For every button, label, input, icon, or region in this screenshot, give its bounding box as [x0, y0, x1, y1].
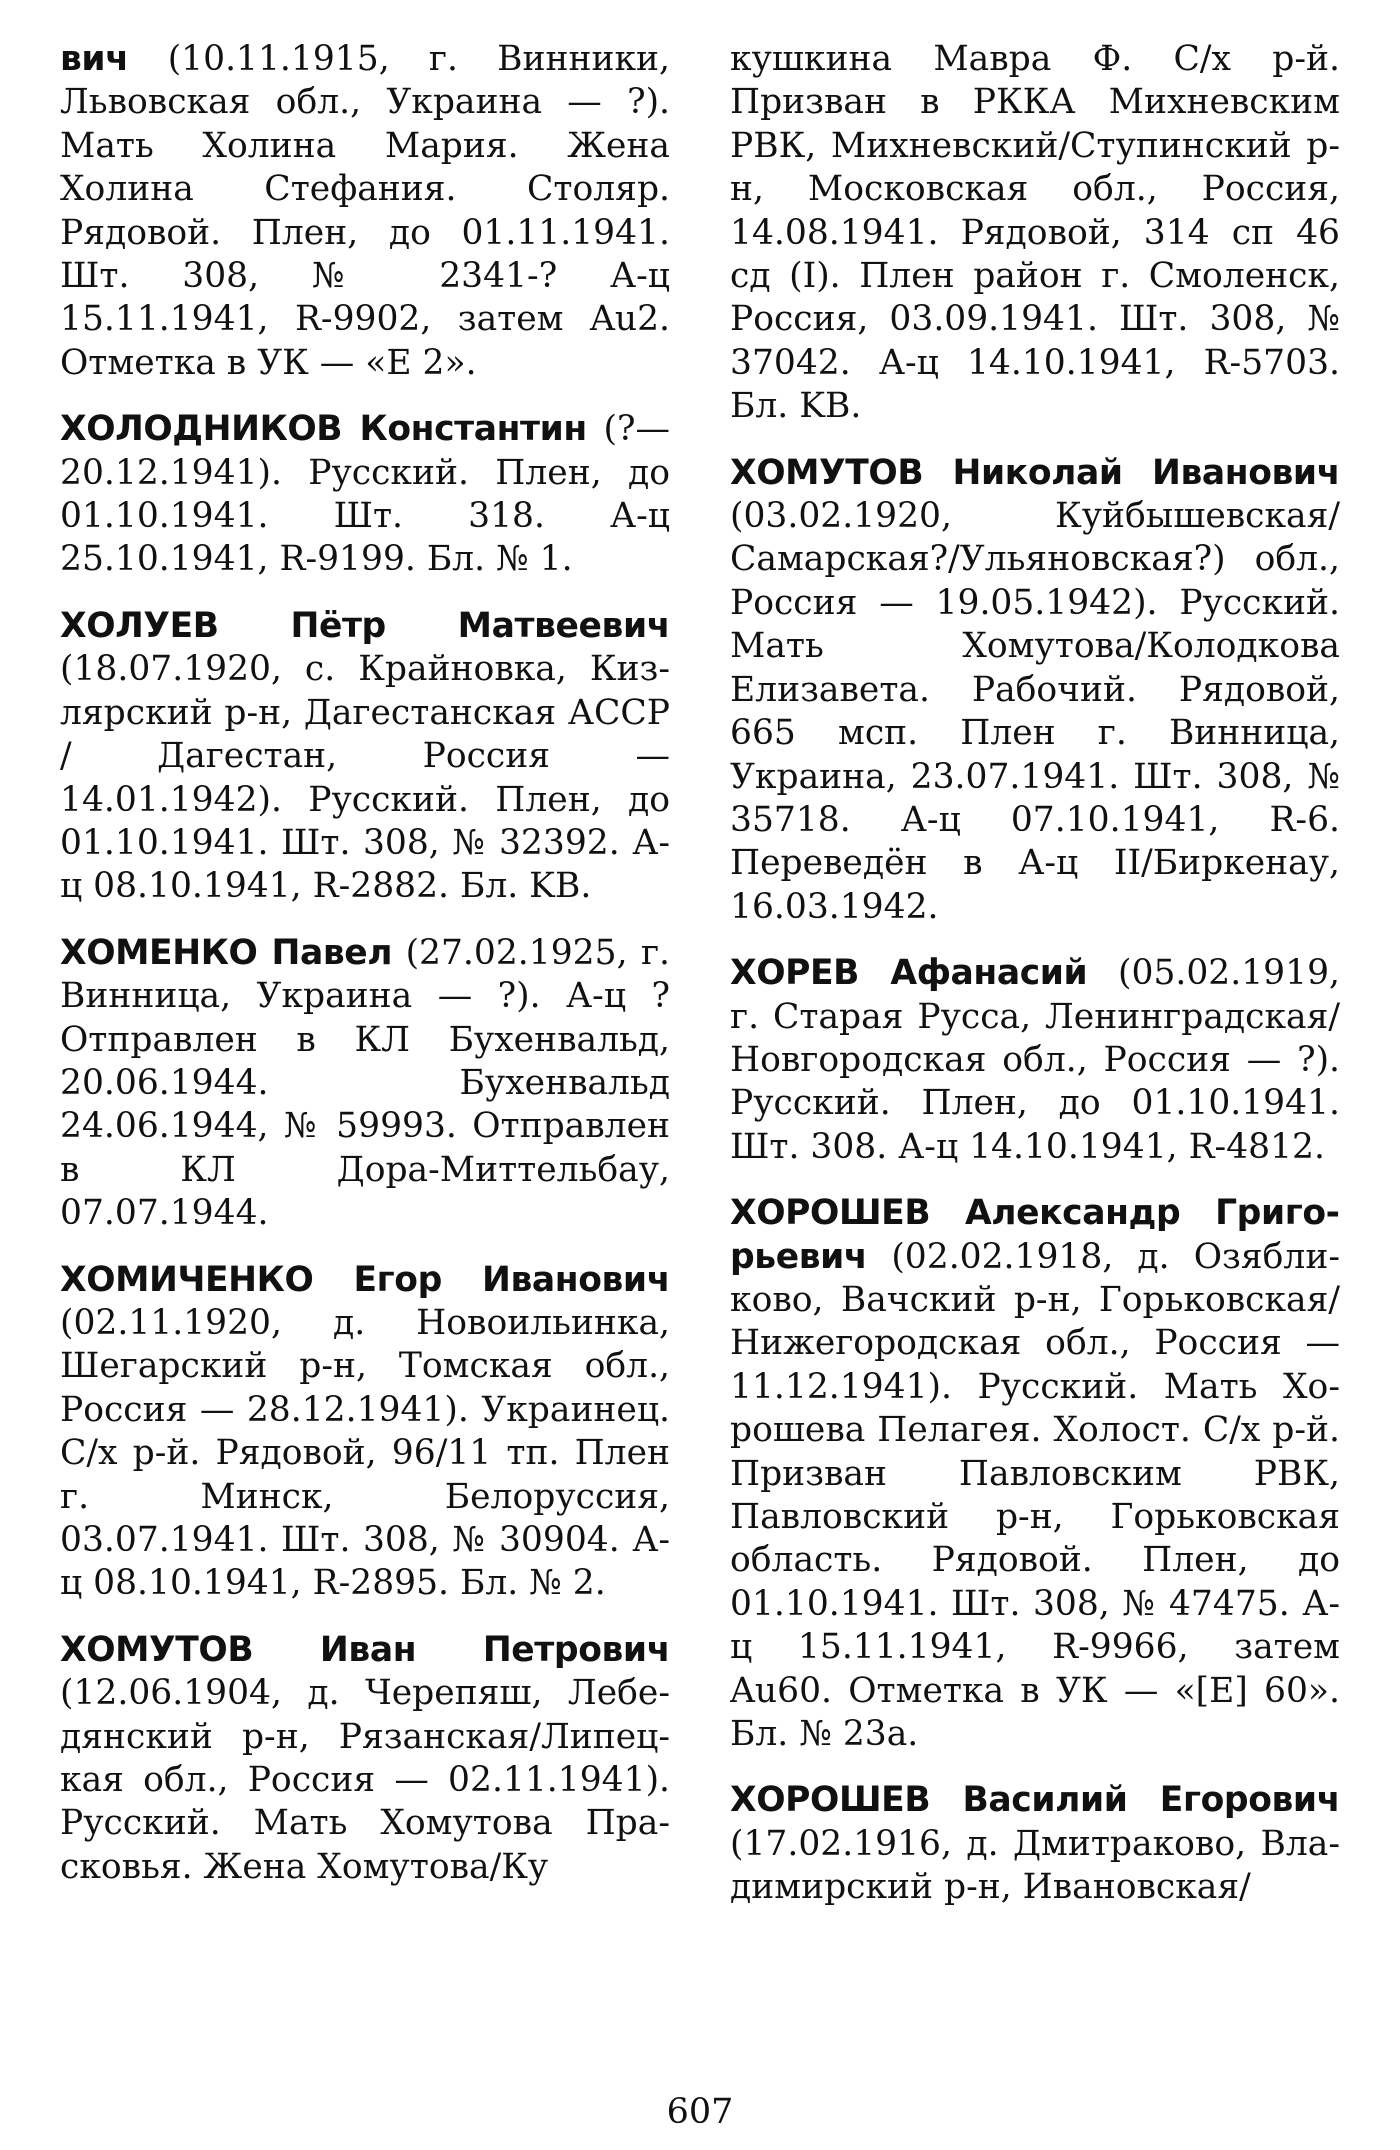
entry [730, 1192, 1340, 1756]
entry-text: (10.11.1915, г. Винники, Львовская обл., Украина — ?). Мать Холина Мария. Жена Холина Стефания. Столяр. Рядовой. Плен, до 01.11.1941. Шт. 308, № 2341-? А-ц 15.11.1941, R-9902, затем Au2. Отметка в УК — «Е 2». [60, 39, 670, 383]
entry-name: ХОЛОДНИКОВ Константин [60, 409, 587, 450]
entry-name: ХОРОШЕВ Василий Егорович [730, 1780, 1340, 1821]
entry-text: кушкина Мавра Ф. С/х р-й. Призван в РККА Михневским РВК, Михневский/Ступинский р-н, Московская обл., Россия, 14.08.1941. Рядовой, 314 сп 46 сд (I). Плен район г. Смоленск, Россия, 03.09.1941. Шт. 308, № 37042. А-ц 14.10.1941, R-5703. Бл. KB. [730, 39, 1340, 427]
entry-text: (17.02.1916, д. Дмитраково, Владимирский р-н, Ивановская/ [730, 1823, 1340, 1908]
entry-text: (02.11.1920, д. Новоильинка, Шегарский р-н, Томская обл., Россия — 28.12.1941). Украинец. С/х р-й. Рядовой, 96/11 тп. Плен г. Минск, Белоруссия, 03.07.1941. Шт. 308, № 30904. А-ц 08.10.1941, R-2895. Бл. № 2. [60, 1302, 670, 1604]
entry-name: ХОЛУЕВ Пётр Матвеевич [60, 605, 670, 646]
entry-text: (?—20.12.1941). Русский. Плен, до 01.10.1941. Шт. 318. А-ц 25.10.1941, R-9199. Бл. № 1. [60, 409, 670, 580]
entry [60, 1629, 670, 1889]
entry-text: (18.07.1920, с. Крайновка, Кизлярский р-н, Дагестанская АССР / Дагестан, Россия — 14.01.1942). Русский. Плен, до 01.10.1941. Шт. 308, № 32392. А-ц 08.10.1941, R-2882. Бл. KB. [60, 649, 670, 907]
page-number: 607 [666, 2092, 734, 2132]
entry-name: ХОМЕНКО Павел [60, 932, 393, 973]
entry [60, 605, 670, 909]
entry-text: (03.02.1920, Куйбышевская/Самарская?/Ульяновская?) обл., Россия — 19.05.1942). Русский. Мать Хомутова/Колодкова Елизавета. Рабочий. Рядовой, 665 мсп. Плен г. Винница, Украина, 23.07.1941. Шт. 308, № 35718. А-ц 07.10.1941, R-6. Переведён в А-ц II/Биркeнау, 16.03.1942. [730, 496, 1340, 927]
entry [730, 452, 1340, 929]
right-column [730, 38, 1340, 2088]
entry-name: ХОМУТОВ Николай Иванович [730, 452, 1340, 493]
entry-text: (27.02.1925, г. Винница, Украина — ?). А-ц ? Отправлен в КЛ Бухенвальд, 20.06.1944. Бухенвальд 24.06.1944, № 59993. Отправлен в КЛ Дора-Миттельбау, 07.07.1944. [60, 932, 670, 1234]
entry [60, 408, 670, 582]
entry-name: ХОМУТОВ Иван Петрович [60, 1629, 670, 1670]
entry [730, 952, 1340, 1169]
entry [730, 38, 1340, 429]
entry [60, 932, 670, 1236]
document-page [60, 38, 1340, 2088]
entry-name: вич [60, 39, 129, 79]
entry [60, 38, 670, 385]
entry [60, 1259, 670, 1606]
left-column [60, 38, 670, 2088]
entry-text: (02.02.1918, д. Озябликово, Вачский р-н, Горьковская/ Нижегородская обл., Россия — 11.12.1941). Русский. Мать Хорошева Пелагея. Холост. С/х р-й. Призван Павловским РВК, Павловский р-н, Горьковская область. Рядовой. Плен, до 01.10.1941. Шт. 308, № 47475. А-ц 15.11.1941, R-9966, затем Au60. Отметка в УК — «[Е] 60». Бл. № 23а. [730, 1236, 1340, 1755]
entry-name: ХОРЕВ Афанасий [730, 953, 1088, 994]
entry-text: (12.06.1904, д. Черепяш, Лебедянский р-н, Рязанская/Липецкая обл., Россия — 02.11.1941). Русский. Мать Хомутова Прасковья. Жена Хомутова/Ку [60, 1673, 670, 1887]
entry-name: ХОМИЧЕНКО Егор Иванович [60, 1259, 670, 1300]
entry-text: (05.02.1919, г. Старая Русса, Ленинградская/Новгородская обл., Россия — ?). Русский. Плен, до 01.10.1941. Шт. 308. А-ц 14.10.1941, R-4812. [730, 953, 1340, 1167]
entry-name: ХОРОШЕВ Александр Григорьевич [730, 1193, 1340, 1277]
entry [730, 1779, 1340, 1909]
